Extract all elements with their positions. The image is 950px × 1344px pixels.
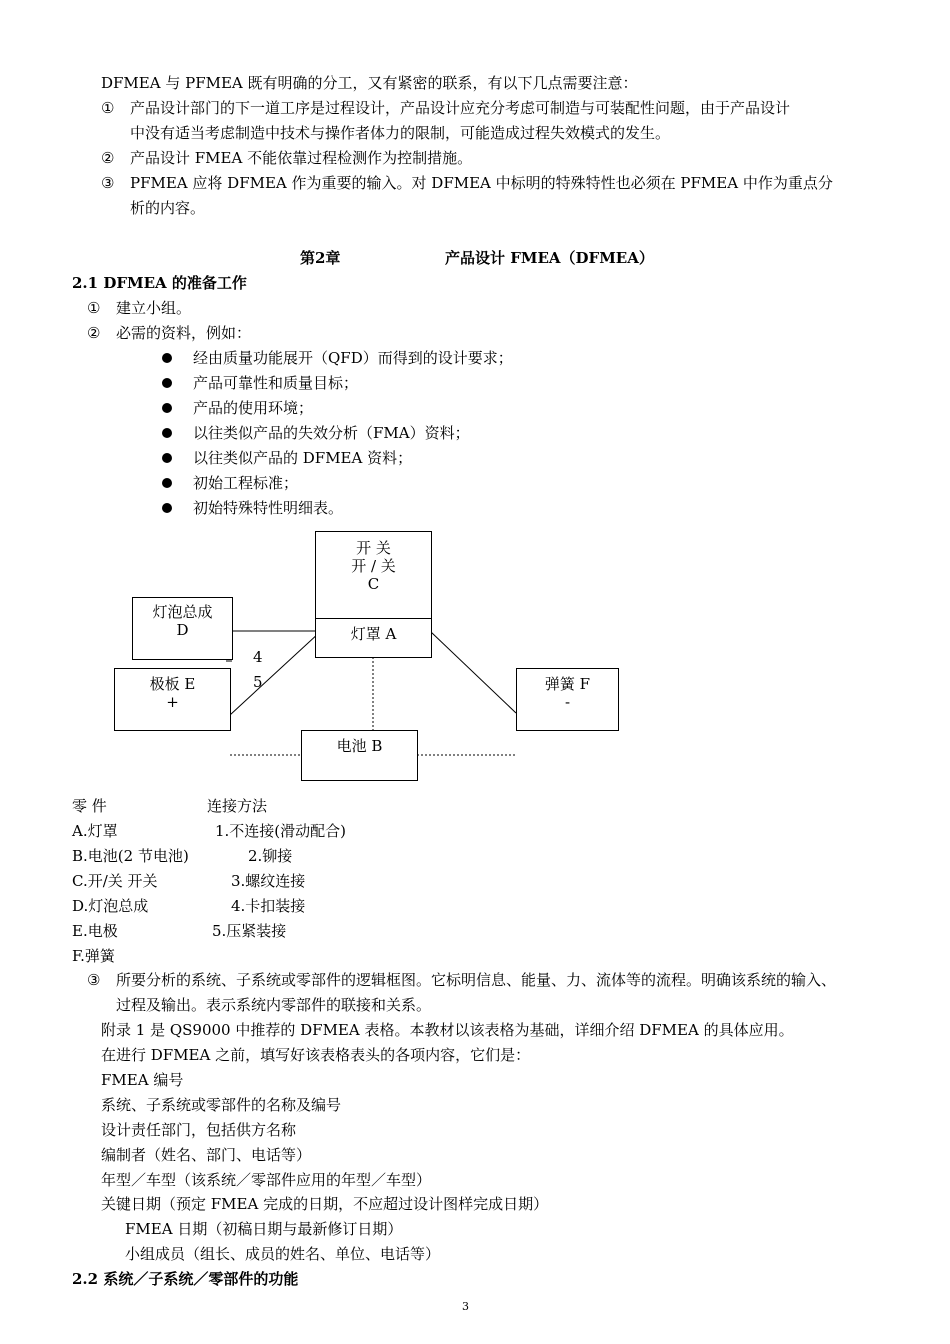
parts-header-part: 零 件 — [72, 797, 107, 815]
connection-number-4: 4 — [253, 648, 263, 666]
header-field: 关键日期（预定 FMEA 完成的日期，不应超过设计图样完成日期） — [101, 1195, 549, 1213]
header-field: FMEA 编号 — [101, 1071, 184, 1089]
switch-box — [315, 531, 432, 619]
parts-header-method: 连接方法 — [207, 797, 268, 815]
switch-label-1: 开 关 — [356, 539, 391, 557]
part-name: C.开/关 开关 — [72, 872, 158, 890]
intro-item-3-line1: PFMEA 应将 DFMEA 作为重要的输入。对 DFMEA 中标明的特殊特性也必须在 PFMEA 中作为重点分 — [130, 174, 833, 192]
section-2-1-item-1-mark: ① — [87, 299, 101, 317]
section-2-1-item-3-mark: ③ — [87, 971, 101, 989]
connection-number-5: 5 — [253, 673, 263, 691]
connection-method: 1.不连接(滑动配合) — [215, 822, 347, 840]
connection-method: 3.螺纹连接 — [231, 872, 306, 890]
section-2-1-item-1-text: 建立小组。 — [116, 299, 192, 317]
switch-label-3: C — [367, 575, 380, 593]
intro-lead: DFMEA 与 PFMEA 既有明确的分工，又有紧密的联系，有以下几点需要注意： — [101, 74, 638, 92]
switch-label-2: 开 / 关 — [351, 557, 396, 575]
page-number: 3 — [462, 1300, 469, 1313]
section-2-1-item-2-text: 必需的资料，例如： — [116, 324, 252, 342]
section-2-1-item-2-mark: ② — [87, 324, 101, 342]
spring-box — [516, 668, 619, 731]
battery-box — [301, 730, 418, 781]
header-field: FMEA 日期（初稿日期与最新修订日期） — [125, 1220, 403, 1238]
wire-plate-lampshade — [230, 632, 320, 715]
part-name: A.灯罩 — [72, 822, 118, 840]
bulb-label-1: 灯泡总成 — [152, 603, 213, 621]
appendix-line-1: 附录 1 是 QS9000 中推荐的 DFMEA 表格。本教材以该表格为基础，详细介绍 DFMEA 的具体应用。 — [101, 1021, 794, 1039]
wire-lampshade-spring — [431, 632, 516, 713]
chapter-number: 第2章 — [300, 249, 341, 267]
connection-method: 2.铆接 — [248, 847, 293, 865]
header-field: 设计责任部门，包括供方名称 — [101, 1121, 297, 1139]
plate-label-2: + — [166, 693, 179, 711]
header-field: 小组成员（组长、成员的姓名、单位、电话等） — [125, 1245, 441, 1263]
header-field: 系统、子系统或零部件的名称及编号 — [101, 1096, 342, 1114]
section-2-2-heading: 2.2 系统／子系统／零部件的功能 — [72, 1270, 299, 1288]
bullet-item: 产品可靠性和质量目标； — [193, 374, 359, 392]
bullet-item: 初始特殊特性明细表。 — [193, 499, 344, 517]
bullet-item: 以往类似产品的 DFMEA 资料； — [193, 449, 413, 467]
spring-label-1: 弹簧 F — [544, 675, 591, 693]
intro-item-1-mark: ① — [101, 99, 115, 117]
section-2-1-item-3-line2: 过程及输出。表示系统内零部件的联接和关系。 — [116, 996, 432, 1014]
intro-item-1-line2: 中没有适当考虑制造中技术与操作者体力的限制，可能造成过程失效模式的发生。 — [130, 124, 671, 142]
bullet-item: 经由质量功能展开（QFD）而得到的设计要求； — [193, 349, 513, 367]
connection-method: 4.卡扣装接 — [231, 897, 306, 915]
bulb-box — [132, 597, 233, 660]
part-name: E.电极 — [72, 922, 118, 940]
battery-label: 电池 B — [336, 737, 383, 755]
intro-item-2-line1: 产品设计 FMEA 不能依靠过程检测作为控制措施。 — [130, 149, 473, 167]
plate-box — [114, 668, 231, 731]
connection-method: 5.压紧装接 — [212, 922, 287, 940]
bullet-item: 产品的使用环境； — [193, 399, 314, 417]
intro-item-3-mark: ③ — [101, 174, 115, 192]
part-name: F.弹簧 — [72, 947, 115, 965]
chapter-title: 产品设计 FMEA（DFMEA） — [445, 249, 654, 267]
header-field: 年型／车型（该系统／零部件应用的年型／车型） — [101, 1171, 432, 1189]
plate-label-1: 极板 E — [149, 675, 196, 693]
bullet-item: 初始工程标准； — [193, 474, 299, 492]
part-name: B.电池(2 节电池) — [72, 847, 189, 865]
bullet-item: 以往类似产品的失效分析（FMA）资料； — [193, 424, 470, 442]
header-field: 编制者（姓名、部门、电话等） — [101, 1146, 312, 1164]
lampshade-label: 灯罩 A — [350, 625, 397, 643]
part-name: D.灯泡总成 — [72, 897, 149, 915]
appendix-line-2: 在进行 DFMEA 之前，填写好该表格表头的各项内容，它们是： — [101, 1046, 531, 1064]
section-2-1-heading: 2.1 DFMEA 的准备工作 — [72, 274, 247, 292]
spring-label-2: - — [564, 693, 571, 711]
section-2-1-item-3-line1: 所要分析的系统、子系统或零部件的逻辑框图。它标明信息、能量、力、流体等的流程。明确该系统的输入、 — [116, 971, 837, 989]
lampshade-box — [315, 618, 432, 658]
intro-item-3-line2: 析的内容。 — [130, 199, 206, 217]
intro-item-1-line1: 产品设计部门的下一道工序是过程设计，产品设计应充分考虑可制造与可装配性问题，由于产品设计 — [130, 99, 791, 117]
bulb-label-2: D — [176, 621, 189, 639]
intro-item-2-mark: ② — [101, 149, 115, 167]
